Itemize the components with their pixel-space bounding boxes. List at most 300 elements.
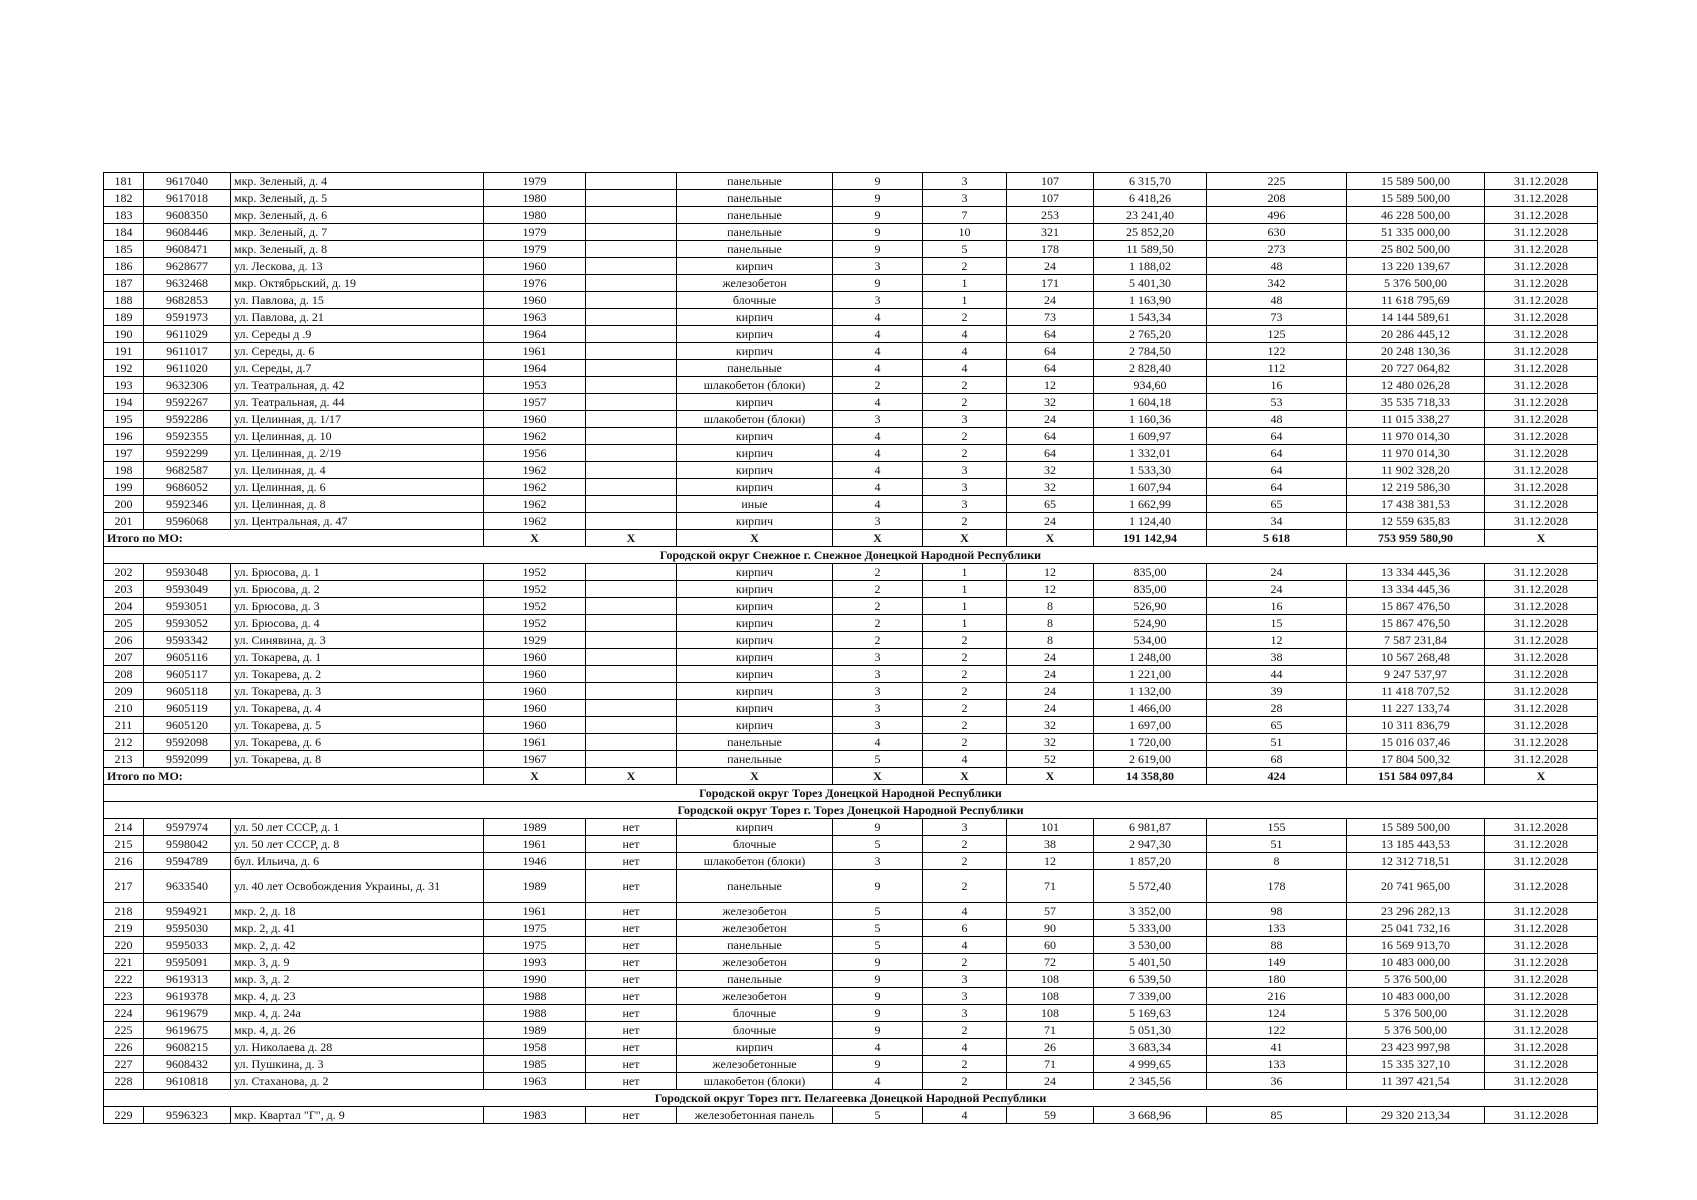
deadline-cell: 31.12.2028: [1485, 615, 1598, 632]
cost-cell: 16 569 913,70: [1347, 937, 1485, 954]
flag-cell: [586, 207, 677, 224]
apartments-cell: 57: [1007, 903, 1094, 920]
table-row: [104, 581, 1598, 598]
year-built-cell: 1960: [484, 666, 586, 683]
flag-cell: [586, 377, 677, 394]
building-id-cell: 9595091: [144, 954, 231, 971]
area-cell: 2 784,50: [1094, 343, 1207, 360]
row-number-cell: 204: [104, 598, 144, 615]
row-number-cell: 213: [104, 751, 144, 768]
cost-cell: 9 247 537,97: [1347, 666, 1485, 683]
total-cell: X: [586, 768, 677, 785]
cost-cell: 15 589 500,00: [1347, 190, 1485, 207]
entrances-cell: 2: [923, 734, 1007, 751]
address-cell: мкр. Зеленый, д. 5: [231, 190, 484, 207]
residents-cell: 39: [1207, 683, 1347, 700]
residents-cell: 64: [1207, 479, 1347, 496]
table-row: [104, 734, 1598, 751]
deadline-cell: 31.12.2028: [1485, 496, 1598, 513]
cost-cell: 10 567 268,48: [1347, 649, 1485, 666]
year-built-cell: 1975: [484, 920, 586, 937]
address-cell: ул. Лескова, д. 13: [231, 258, 484, 275]
section-title: Городской округ Торез г. Торез Донецкой Народной Республики: [104, 802, 1598, 819]
wall-material-cell: кирпич: [677, 343, 833, 360]
wall-material-cell: кирпич: [677, 479, 833, 496]
flag-cell: [586, 445, 677, 462]
cost-cell: 15 589 500,00: [1347, 819, 1485, 836]
deadline-cell: 31.12.2028: [1485, 1005, 1598, 1022]
entrances-cell: 1: [923, 292, 1007, 309]
building-id-cell: 9593342: [144, 632, 231, 649]
floors-cell: 4: [833, 496, 923, 513]
floors-cell: 3: [833, 411, 923, 428]
flag-cell: [586, 683, 677, 700]
row-number-cell: 220: [104, 937, 144, 954]
apartments-cell: 24: [1007, 1073, 1094, 1090]
wall-material-cell: железобетон: [677, 920, 833, 937]
area-cell: 1 662,99: [1094, 496, 1207, 513]
apartments-cell: 321: [1007, 224, 1094, 241]
apartments-cell: 108: [1007, 1005, 1094, 1022]
row-number-cell: 197: [104, 445, 144, 462]
table-row: [104, 903, 1598, 920]
building-id-cell: 9605117: [144, 666, 231, 683]
building-id-cell: 9632306: [144, 377, 231, 394]
cost-cell: 11 902 328,20: [1347, 462, 1485, 479]
apartments-cell: 178: [1007, 241, 1094, 258]
floors-cell: 4: [833, 1039, 923, 1056]
residents-cell: 51: [1207, 836, 1347, 853]
table-row: [104, 937, 1598, 954]
area-cell: 5 401,30: [1094, 275, 1207, 292]
year-built-cell: 1990: [484, 971, 586, 988]
entrances-cell: 4: [923, 360, 1007, 377]
wall-material-cell: панельные: [677, 971, 833, 988]
cost-cell: 5 376 500,00: [1347, 1005, 1485, 1022]
year-built-cell: 1952: [484, 581, 586, 598]
flag-cell: [586, 632, 677, 649]
floors-cell: 9: [833, 870, 923, 903]
total-cell: X: [586, 530, 677, 547]
entrances-cell: 4: [923, 326, 1007, 343]
apartments-cell: 24: [1007, 700, 1094, 717]
address-cell: ул. Целинная, д. 10: [231, 428, 484, 445]
address-cell: ул. Токарева, д. 5: [231, 717, 484, 734]
flag-cell: [586, 513, 677, 530]
residents-cell: 24: [1207, 581, 1347, 598]
entrances-cell: 2: [923, 1022, 1007, 1039]
row-number-cell: 192: [104, 360, 144, 377]
wall-material-cell: кирпич: [677, 649, 833, 666]
floors-cell: 5: [833, 920, 923, 937]
entrances-cell: 3: [923, 988, 1007, 1005]
cost-cell: 20 286 445,12: [1347, 326, 1485, 343]
total-cell: 5 618: [1207, 530, 1347, 547]
address-cell: мкр. Октябрьский, д. 19: [231, 275, 484, 292]
table-row: [104, 1022, 1598, 1039]
deadline-cell: 31.12.2028: [1485, 343, 1598, 360]
area-cell: 6 418,26: [1094, 190, 1207, 207]
address-cell: бул. Ильича, д. 6: [231, 853, 484, 870]
apartments-cell: 24: [1007, 666, 1094, 683]
wall-material-cell: кирпич: [677, 1039, 833, 1056]
apartments-cell: 38: [1007, 836, 1094, 853]
building-id-cell: 9611017: [144, 343, 231, 360]
flag-cell: [586, 292, 677, 309]
residents-cell: 28: [1207, 700, 1347, 717]
address-cell: ул. Брюсова, д. 3: [231, 598, 484, 615]
deadline-cell: 31.12.2028: [1485, 937, 1598, 954]
building-id-cell: 9592098: [144, 734, 231, 751]
deadline-cell: 31.12.2028: [1485, 428, 1598, 445]
entrances-cell: 2: [923, 258, 1007, 275]
cost-cell: 25 802 500,00: [1347, 241, 1485, 258]
entrances-cell: 2: [923, 666, 1007, 683]
area-cell: 2 947,30: [1094, 836, 1207, 853]
apartments-cell: 64: [1007, 343, 1094, 360]
area-cell: 6 315,70: [1094, 173, 1207, 190]
table-row: [104, 954, 1598, 971]
cost-cell: 46 228 500,00: [1347, 207, 1485, 224]
year-built-cell: 1979: [484, 173, 586, 190]
flag-cell: [586, 241, 677, 258]
address-cell: ул. Театральная, д. 42: [231, 377, 484, 394]
deadline-cell: 31.12.2028: [1485, 649, 1598, 666]
year-built-cell: 1979: [484, 224, 586, 241]
area-cell: 25 852,20: [1094, 224, 1207, 241]
wall-material-cell: кирпич: [677, 428, 833, 445]
year-built-cell: 1989: [484, 819, 586, 836]
entrances-cell: 2: [923, 377, 1007, 394]
apartments-cell: 90: [1007, 920, 1094, 937]
entrances-cell: 3: [923, 462, 1007, 479]
residents-cell: 225: [1207, 173, 1347, 190]
flag-cell: [586, 700, 677, 717]
floors-cell: 2: [833, 615, 923, 632]
floors-cell: 4: [833, 445, 923, 462]
entrances-cell: 4: [923, 1039, 1007, 1056]
wall-material-cell: железобетонные: [677, 1056, 833, 1073]
row-number-cell: 224: [104, 1005, 144, 1022]
row-number-cell: 201: [104, 513, 144, 530]
apartments-cell: 64: [1007, 428, 1094, 445]
wall-material-cell: железобетон: [677, 903, 833, 920]
wall-material-cell: железобетон: [677, 988, 833, 1005]
year-built-cell: 1961: [484, 903, 586, 920]
apartments-cell: 24: [1007, 411, 1094, 428]
entrances-cell: 1: [923, 275, 1007, 292]
entrances-cell: 2: [923, 836, 1007, 853]
entrances-cell: 1: [923, 598, 1007, 615]
row-number-cell: 206: [104, 632, 144, 649]
residents-cell: 98: [1207, 903, 1347, 920]
row-number-cell: 229: [104, 1107, 144, 1124]
year-built-cell: 1983: [484, 1107, 586, 1124]
year-built-cell: 1964: [484, 326, 586, 343]
address-cell: ул. Токарева, д. 4: [231, 700, 484, 717]
building-id-cell: 9632468: [144, 275, 231, 292]
entrances-cell: 2: [923, 1073, 1007, 1090]
cost-cell: 12 312 718,51: [1347, 853, 1485, 870]
entrances-cell: 2: [923, 394, 1007, 411]
total-cell: X: [1485, 530, 1598, 547]
wall-material-cell: кирпич: [677, 564, 833, 581]
residents-cell: 112: [1207, 360, 1347, 377]
wall-material-cell: панельные: [677, 360, 833, 377]
floors-cell: 9: [833, 1005, 923, 1022]
year-built-cell: 1988: [484, 988, 586, 1005]
area-cell: 1 697,00: [1094, 717, 1207, 734]
entrances-cell: 3: [923, 496, 1007, 513]
year-built-cell: 1988: [484, 1005, 586, 1022]
address-cell: мкр. Зеленый, д. 8: [231, 241, 484, 258]
area-cell: 2 619,00: [1094, 751, 1207, 768]
table-row: [104, 173, 1598, 190]
residents-cell: 15: [1207, 615, 1347, 632]
cost-cell: 13 185 443,53: [1347, 836, 1485, 853]
apartments-cell: 108: [1007, 971, 1094, 988]
cost-cell: 51 335 000,00: [1347, 224, 1485, 241]
flag-cell: [586, 666, 677, 683]
deadline-cell: 31.12.2028: [1485, 751, 1598, 768]
apartments-cell: 108: [1007, 988, 1094, 1005]
cost-cell: 17 804 500,32: [1347, 751, 1485, 768]
flag-cell: нет: [586, 1073, 677, 1090]
wall-material-cell: кирпич: [677, 632, 833, 649]
table-row: [104, 564, 1598, 581]
year-built-cell: 1960: [484, 683, 586, 700]
flag-cell: [586, 479, 677, 496]
wall-material-cell: железобетонная панель: [677, 1107, 833, 1124]
area-cell: 3 683,34: [1094, 1039, 1207, 1056]
row-number-cell: 217: [104, 870, 144, 903]
flag-cell: нет: [586, 937, 677, 954]
deadline-cell: 31.12.2028: [1485, 190, 1598, 207]
section-header-row: [104, 785, 1598, 802]
year-built-cell: 1952: [484, 598, 586, 615]
residents-cell: 124: [1207, 1005, 1347, 1022]
area-cell: 1 160,36: [1094, 411, 1207, 428]
entrances-cell: 2: [923, 513, 1007, 530]
row-number-cell: 205: [104, 615, 144, 632]
building-id-cell: 9592286: [144, 411, 231, 428]
floors-cell: 2: [833, 581, 923, 598]
building-id-cell: 9594921: [144, 903, 231, 920]
area-cell: 2 765,20: [1094, 326, 1207, 343]
residents-cell: 208: [1207, 190, 1347, 207]
building-id-cell: 9605120: [144, 717, 231, 734]
wall-material-cell: панельные: [677, 870, 833, 903]
wall-material-cell: железобетон: [677, 954, 833, 971]
cost-cell: 20 248 130,36: [1347, 343, 1485, 360]
residents-cell: 122: [1207, 1022, 1347, 1039]
total-cell: 14 358,80: [1094, 768, 1207, 785]
flag-cell: [586, 394, 677, 411]
address-cell: ул. 50 лет СССР, д. 1: [231, 819, 484, 836]
area-cell: 5 401,50: [1094, 954, 1207, 971]
residents-cell: 48: [1207, 258, 1347, 275]
deadline-cell: 31.12.2028: [1485, 954, 1598, 971]
building-id-cell: 9598042: [144, 836, 231, 853]
residents-cell: 48: [1207, 411, 1347, 428]
floors-cell: 9: [833, 988, 923, 1005]
address-cell: ул. Токарева, д. 1: [231, 649, 484, 666]
entrances-cell: 2: [923, 700, 1007, 717]
wall-material-cell: железобетон: [677, 275, 833, 292]
residents-cell: 630: [1207, 224, 1347, 241]
deadline-cell: 31.12.2028: [1485, 411, 1598, 428]
table-row: [104, 241, 1598, 258]
table-row: [104, 870, 1598, 903]
year-built-cell: 1960: [484, 258, 586, 275]
cost-cell: 10 483 000,00: [1347, 954, 1485, 971]
deadline-cell: 31.12.2028: [1485, 683, 1598, 700]
area-cell: 1 720,00: [1094, 734, 1207, 751]
floors-cell: 2: [833, 632, 923, 649]
row-number-cell: 198: [104, 462, 144, 479]
year-built-cell: 1960: [484, 717, 586, 734]
cost-cell: 23 296 282,13: [1347, 903, 1485, 920]
wall-material-cell: кирпич: [677, 326, 833, 343]
year-built-cell: 1980: [484, 207, 586, 224]
entrances-cell: 2: [923, 717, 1007, 734]
address-cell: мкр. 4, д. 23: [231, 988, 484, 1005]
wall-material-cell: панельные: [677, 224, 833, 241]
cost-cell: 11 418 707,52: [1347, 683, 1485, 700]
residents-cell: 44: [1207, 666, 1347, 683]
table-body: [104, 173, 1598, 1124]
residents-cell: 125: [1207, 326, 1347, 343]
entrances-cell: 5: [923, 241, 1007, 258]
row-number-cell: 188: [104, 292, 144, 309]
deadline-cell: 31.12.2028: [1485, 988, 1598, 1005]
cost-cell: 10 311 836,79: [1347, 717, 1485, 734]
floors-cell: 5: [833, 903, 923, 920]
total-cell: 424: [1207, 768, 1347, 785]
cost-cell: 12 219 586,30: [1347, 479, 1485, 496]
floors-cell: 4: [833, 343, 923, 360]
deadline-cell: 31.12.2028: [1485, 479, 1598, 496]
floors-cell: 9: [833, 819, 923, 836]
table-row: [104, 224, 1598, 241]
deadline-cell: 31.12.2028: [1485, 360, 1598, 377]
row-number-cell: 227: [104, 1056, 144, 1073]
year-built-cell: 1976: [484, 275, 586, 292]
residents-cell: 68: [1207, 751, 1347, 768]
table-row: [104, 615, 1598, 632]
cost-cell: 11 618 795,69: [1347, 292, 1485, 309]
cost-cell: 15 867 476,50: [1347, 598, 1485, 615]
area-cell: 5 169,63: [1094, 1005, 1207, 1022]
entrances-cell: 4: [923, 937, 1007, 954]
floors-cell: 3: [833, 717, 923, 734]
row-number-cell: 226: [104, 1039, 144, 1056]
cost-cell: 13 334 445,36: [1347, 564, 1485, 581]
address-cell: ул. Токарева, д. 3: [231, 683, 484, 700]
area-cell: 7 339,00: [1094, 988, 1207, 1005]
cost-cell: 13 334 445,36: [1347, 581, 1485, 598]
entrances-cell: 3: [923, 190, 1007, 207]
flag-cell: нет: [586, 1005, 677, 1022]
apartments-cell: 253: [1007, 207, 1094, 224]
area-cell: 526,90: [1094, 598, 1207, 615]
apartments-cell: 73: [1007, 309, 1094, 326]
building-id-cell: 9608432: [144, 1056, 231, 1073]
floors-cell: 3: [833, 513, 923, 530]
building-id-cell: 9611020: [144, 360, 231, 377]
area-cell: 1 163,90: [1094, 292, 1207, 309]
entrances-cell: 3: [923, 479, 1007, 496]
floors-cell: 4: [833, 360, 923, 377]
address-cell: ул. Николаева д. 28: [231, 1039, 484, 1056]
year-built-cell: 1952: [484, 615, 586, 632]
table-row: [104, 496, 1598, 513]
total-cell: X: [833, 768, 923, 785]
floors-cell: 3: [833, 683, 923, 700]
apartments-cell: 24: [1007, 683, 1094, 700]
flag-cell: [586, 581, 677, 598]
flag-cell: нет: [586, 819, 677, 836]
flag-cell: [586, 309, 677, 326]
address-cell: ул. Токарева, д. 6: [231, 734, 484, 751]
cost-cell: 14 144 589,61: [1347, 309, 1485, 326]
row-number-cell: 212: [104, 734, 144, 751]
address-cell: ул. Целинная, д. 2/19: [231, 445, 484, 462]
table-row: [104, 207, 1598, 224]
building-id-cell: 9686052: [144, 479, 231, 496]
apartments-cell: 26: [1007, 1039, 1094, 1056]
wall-material-cell: шлакобетон (блоки): [677, 1073, 833, 1090]
building-id-cell: 9633540: [144, 870, 231, 903]
deadline-cell: 31.12.2028: [1485, 207, 1598, 224]
area-cell: 5 051,30: [1094, 1022, 1207, 1039]
table-row: [104, 1056, 1598, 1073]
building-id-cell: 9591973: [144, 309, 231, 326]
total-row: [104, 768, 1598, 785]
apartments-cell: 12: [1007, 377, 1094, 394]
residents-cell: 24: [1207, 564, 1347, 581]
residents-cell: 53: [1207, 394, 1347, 411]
apartments-cell: 32: [1007, 462, 1094, 479]
entrances-cell: 2: [923, 428, 1007, 445]
residents-cell: 51: [1207, 734, 1347, 751]
entrances-cell: 2: [923, 683, 1007, 700]
table-row: [104, 411, 1598, 428]
flag-cell: нет: [586, 988, 677, 1005]
table-row: [104, 190, 1598, 207]
apartments-cell: 171: [1007, 275, 1094, 292]
building-id-cell: 9592099: [144, 751, 231, 768]
table-row: [104, 700, 1598, 717]
table-row: [104, 445, 1598, 462]
cost-cell: 35 535 718,33: [1347, 394, 1485, 411]
residents-cell: 73: [1207, 309, 1347, 326]
address-cell: ул. Целинная, д. 8: [231, 496, 484, 513]
cost-cell: 11 970 014,30: [1347, 428, 1485, 445]
flag-cell: [586, 462, 677, 479]
apartments-cell: 12: [1007, 581, 1094, 598]
row-number-cell: 218: [104, 903, 144, 920]
address-cell: мкр. 4, д. 26: [231, 1022, 484, 1039]
address-cell: мкр. 2, д. 41: [231, 920, 484, 937]
row-number-cell: 181: [104, 173, 144, 190]
floors-cell: 3: [833, 853, 923, 870]
row-number-cell: 203: [104, 581, 144, 598]
row-number-cell: 219: [104, 920, 144, 937]
deadline-cell: 31.12.2028: [1485, 394, 1598, 411]
table-row: [104, 1073, 1598, 1090]
floors-cell: 9: [833, 971, 923, 988]
